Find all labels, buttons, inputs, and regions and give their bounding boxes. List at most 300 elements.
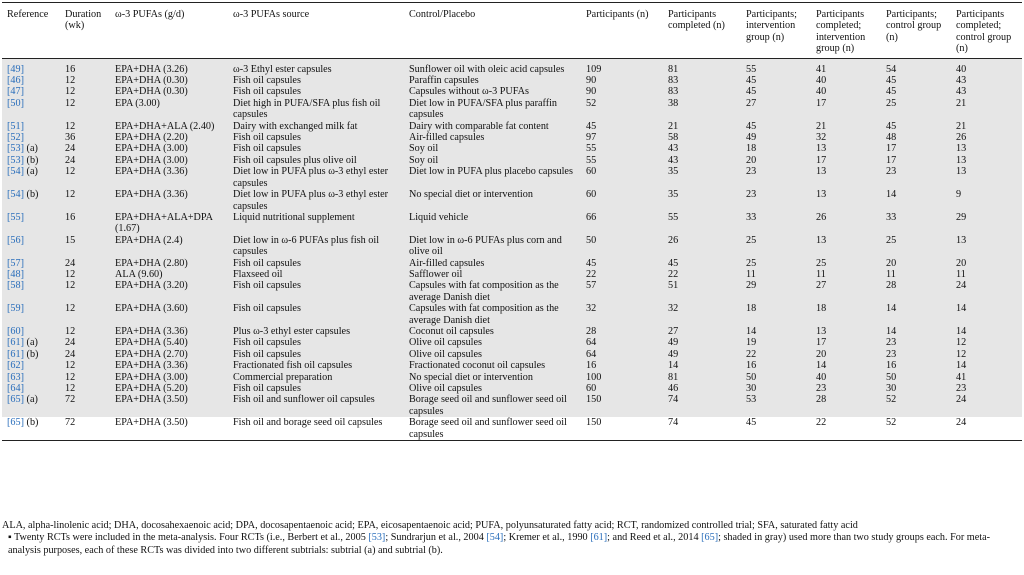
cell-control: Olive oil capsules [409,383,482,394]
cell-control: Safflower oil [409,268,463,280]
cell-duration: 12 [65,268,76,280]
cell-int-n: 23 [746,189,757,201]
reference-cell: [64] [7,383,24,394]
cell-completed: 35 [668,189,679,201]
cell-control: Liquid vehicle [409,211,469,223]
cell-ctl-n: 17 [886,143,897,155]
cell-duration: 24 [65,143,76,155]
table-row [2,212,1022,235]
cell-int-n: 23 [746,166,757,178]
cell-source: Commercial preparation [233,371,333,383]
reference-cell: [55] [7,211,24,223]
reference-link[interactable]: 46 [10,75,21,87]
note-bullet: ▪ [8,532,14,544]
cell-int-completed: 21 [816,120,827,132]
cell-source: Fish oil capsules [233,86,301,98]
reference-link[interactable]: 63 [10,371,21,383]
cell-n: 45 [586,120,597,132]
cell-int-completed: 17 [816,154,827,166]
cell-completed: 81 [668,371,679,383]
abbreviations-note: ALA, alpha-linolenic acid; DHA, docosahexaenoic acid; DPA, docosapentaenoic acid; EPA, eicosapentaenoic acid; PUFA, polyunsaturated fatty acid; RCT, randomized controlled trial; SFA, saturated fatty acid [2,520,858,531]
reference-cell: [61] (a) [7,337,38,349]
cell-int-completed: 17 [816,337,827,349]
cell-int-completed: 22 [816,417,827,429]
cell-duration: 24 [65,337,76,349]
column-header: Control/Placebo [409,9,476,20]
reference-cell: [56] [7,234,24,246]
cell-int-n: 19 [746,337,757,349]
cell-duration: 12 [65,120,76,132]
table-body [2,58,1022,440]
cell-int-completed: 13 [816,143,827,155]
cell-control: Soy oil [409,143,439,155]
reference-cell: [63] [7,371,24,383]
cell-ctl-n: 45 [886,120,897,132]
cell-n: 52 [586,97,597,109]
reference-cell: [51] [7,120,24,132]
cell-int-completed: 41 [816,63,827,75]
cell-pufa: EPA+DHA+ALA (2.40) [115,120,215,132]
cell-control: Diet low in ω-6 PUFAs plus corn and olive oil [409,234,562,258]
cell-source: Dairy with exchanged milk fat [233,120,358,132]
table-row [2,75,1022,86]
column-header: Participants completed (n) [668,9,725,32]
cell-pufa: EPA+DHA (0.30) [115,86,188,98]
cell-source: Flaxseed oil [233,268,283,280]
table-row [2,132,1022,143]
subtrial-label: (a) [26,143,38,155]
table-header [2,3,1022,59]
cell-control: Capsules with fat composition as the average Danish diet [409,303,559,326]
table-row [2,58,1022,75]
cell-completed: 21 [668,120,679,132]
cell-pufa: EPA+DHA (0.30) [115,75,188,87]
cell-int-completed: 13 [816,325,827,337]
cell-n: 60 [586,383,597,394]
cell-control: Borage seed oil and sunflower seed oil capsules [409,394,567,417]
reference-link[interactable]: 64 [10,383,21,394]
cell-ctl-n: 23 [886,166,897,178]
cell-completed: 43 [668,154,679,166]
cell-control: Paraffin capsules [409,75,479,87]
cell-int-n: 45 [746,120,757,132]
cell-ctl-n: 16 [886,360,897,372]
cell-n: 60 [586,166,597,178]
cell-completed: 49 [668,348,679,360]
cell-n: 45 [586,257,597,269]
cell-control: Diet low in PUFA/SFA plus paraffin capsules [409,97,558,121]
cell-int-completed: 40 [816,75,827,87]
cell-n: 90 [586,75,597,87]
cell-duration: 12 [65,325,76,337]
cell-int-n: 22 [746,348,757,360]
cell-ctl-completed: 24 [956,394,967,406]
cell-n: 150 [586,417,602,429]
cell-ctl-completed: 9 [956,189,962,201]
cell-completed: 74 [668,417,679,429]
cell-n: 60 [586,189,597,201]
cell-ctl-completed: 14 [956,360,967,372]
cell-duration: 36 [65,132,76,144]
cell-source: Diet high in PUFA/SFA plus fish oil capsules [233,97,381,121]
cell-completed: 74 [668,394,679,406]
cell-control: Olive oil capsules [409,348,482,360]
cell-source: Fish oil capsules [233,348,301,360]
cell-ctl-n: 28 [886,280,897,292]
cell-duration: 72 [65,394,76,406]
cell-ctl-completed: 20 [956,257,967,269]
cell-int-n: 33 [746,211,757,223]
cell-ctl-n: 30 [886,383,897,394]
reference-link[interactable]: 59 [10,303,21,315]
cell-n: 28 [586,325,597,337]
cell-int-n: 45 [746,417,757,429]
cell-control: Air-filled capsules [409,132,485,144]
reference-cell: [65] (a) [7,394,38,406]
cell-ctl-completed: 13 [956,154,967,166]
table-row [2,280,1022,303]
cell-int-n: 45 [746,75,757,87]
cell-control: No special diet or intervention [409,371,533,383]
cell-ctl-completed: 21 [956,97,967,109]
cell-completed: 49 [668,337,679,349]
cell-completed: 22 [668,268,679,280]
subtrial-label: (a) [26,394,38,406]
cell-duration: 12 [65,383,76,394]
cell-ctl-completed: 43 [956,86,967,98]
cell-duration: 12 [65,303,76,315]
cell-pufa: EPA+DHA (3.20) [115,280,188,292]
cell-int-n: 11 [746,268,756,280]
table-row [2,383,1022,394]
cell-control: Olive oil capsules [409,337,482,349]
cell-pufa: EPA+DHA (5.40) [115,337,188,349]
reference-cell: [65] (b) [7,417,39,429]
cell-ctl-completed: 29 [956,211,967,223]
cell-completed: 81 [668,63,679,75]
cell-ctl-completed: 12 [956,348,967,360]
cell-n: 55 [586,154,597,166]
cell-pufa: EPA+DHA (5.20) [115,383,188,394]
reference-link[interactable]: [61] [590,532,608,544]
reference-link[interactable]: 57 [10,257,21,269]
cell-ctl-completed: 13 [956,234,967,246]
cell-int-n: 18 [746,303,757,315]
cell-duration: 12 [65,86,76,98]
cell-int-completed: 18 [816,303,827,315]
cell-control: Soy oil [409,154,439,166]
cell-pufa: ALA (9.60) [115,268,163,280]
cell-ctl-n: 25 [886,97,897,109]
cell-completed: 32 [668,303,679,315]
cell-ctl-n: 17 [886,154,897,166]
cell-completed: 27 [668,325,679,337]
reference-link[interactable]: 60 [10,325,21,337]
cell-duration: 16 [65,63,76,75]
reference-link[interactable]: 65 [10,417,21,429]
cell-source: Diet low in ω-6 PUFAs plus fish oil capsules [233,234,380,258]
cell-int-n: 30 [746,383,757,394]
cell-source: Fish oil capsules [233,143,301,155]
cell-completed: 51 [668,280,679,292]
cell-ctl-completed: 23 [956,383,967,394]
cell-int-n: 25 [746,257,757,269]
table-row [2,235,1022,258]
column-header: ω-3 PUFAs source [233,9,310,20]
cell-duration: 12 [65,166,76,178]
reference-link[interactable]: 47 [10,86,21,98]
reference-cell: [53] (a) [7,143,38,155]
table-row [2,337,1022,348]
reference-link[interactable]: 56 [10,234,21,246]
table-row [2,189,1022,212]
cell-source: Fish oil capsules [233,383,301,394]
cell-int-n: 50 [746,371,757,383]
cell-ctl-n: 23 [886,348,897,360]
table-row [2,303,1022,326]
table-row [2,372,1022,383]
cell-source: Fish oil capsules plus olive oil [233,154,357,166]
cell-duration: 12 [65,97,76,109]
table-row [2,98,1022,121]
cell-int-completed: 27 [816,280,827,292]
cell-pufa: EPA+DHA (2.70) [115,348,188,360]
cell-source: Liquid nutritional supplement [233,211,355,223]
table-row [2,166,1022,189]
cell-duration: 24 [65,257,76,269]
cell-int-completed: 23 [816,383,827,394]
table-row [2,349,1022,360]
cell-source: Fish oil and borage seed oil capsules [233,417,383,429]
cell-n: 64 [586,337,597,349]
table-row [2,258,1022,269]
cell-source: ω-3 Ethyl ester capsules [233,63,332,75]
cell-ctl-n: 20 [886,257,897,269]
cell-int-n: 18 [746,143,757,155]
cell-ctl-n: 11 [886,268,896,280]
cell-pufa: EPA+DHA (3.36) [115,325,188,337]
reference-link[interactable]: 65 [10,394,21,406]
cell-ctl-completed: 14 [956,303,967,315]
cell-n: 100 [586,371,602,383]
cell-pufa: EPA+DHA (3.36) [115,166,188,178]
reference-link[interactable]: 49 [10,63,21,75]
cell-duration: 24 [65,348,76,360]
reference-link[interactable]: 55 [10,211,21,223]
cell-completed: 43 [668,143,679,155]
cell-n: 64 [586,348,597,360]
cell-source: Fish oil capsules [233,337,301,349]
cell-duration: 15 [65,234,76,246]
cell-ctl-completed: 24 [956,280,967,292]
cell-int-n: 16 [746,360,757,372]
cell-source: Fish oil and sunflower oil capsules [233,394,375,406]
cell-duration: 16 [65,211,76,223]
reference-link[interactable]: 62 [10,360,21,372]
cell-pufa: EPA+DHA (3.00) [115,154,188,166]
cell-ctl-n: 45 [886,86,897,98]
cell-ctl-n: 48 [886,132,897,144]
cell-n: 97 [586,132,597,144]
cell-control: Sunflower oil with oleic acid capsules [409,63,565,75]
cell-completed: 55 [668,211,679,223]
reference-cell: [54] (b) [7,189,39,201]
reference-link[interactable]: [54] [486,532,504,544]
cell-source: Fractionated fish oil capsules [233,360,353,372]
cell-control: Coconut oil capsules [409,325,494,337]
cell-ctl-n: 52 [886,417,897,429]
cell-n: 150 [586,394,602,406]
reference-link[interactable]: 54 [10,166,21,178]
reference-cell: [58] [7,280,24,292]
cell-int-completed: 13 [816,234,827,246]
cell-pufa: EPA+DHA+ALA+DPA (1.67) [115,211,213,235]
reference-link[interactable]: 54 [10,189,21,201]
cell-pufa: EPA+DHA (3.00) [115,143,188,155]
cell-source: Fish oil capsules [233,303,301,315]
cell-ctl-n: 23 [886,337,897,349]
reference-link[interactable]: 52 [10,132,21,144]
cell-int-n: 27 [746,97,757,109]
cell-int-completed: 17 [816,97,827,109]
cell-pufa: EPA+DHA (3.60) [115,303,188,315]
cell-pufa: EPA+DHA (3.36) [115,360,188,372]
reference-cell: [47] [7,86,24,98]
cell-int-completed: 11 [816,268,826,280]
cell-source: Fish oil capsules [233,132,301,144]
column-header: Duration (wk) [65,9,102,32]
table-row [2,143,1022,154]
cell-int-completed: 20 [816,348,827,360]
table-row [2,155,1022,166]
cell-n: 32 [586,303,597,315]
reference-cell: [57] [7,257,24,269]
reference-cell: [53] (b) [7,154,39,166]
cell-pufa: EPA+DHA (2.20) [115,132,188,144]
cell-n: 50 [586,234,597,246]
cell-n: 90 [586,86,597,98]
cell-ctl-completed: 12 [956,337,967,349]
reference-link[interactable]: 51 [10,120,21,132]
reference-link[interactable]: 53 [10,154,21,166]
cell-ctl-completed: 41 [956,371,967,383]
cell-ctl-n: 25 [886,234,897,246]
cell-duration: 12 [65,360,76,372]
cell-ctl-n: 52 [886,394,897,406]
column-header: Participants; control group (n) [886,9,942,43]
cell-completed: 45 [668,257,679,269]
cell-ctl-n: 14 [886,189,897,201]
cell-int-completed: 40 [816,86,827,98]
cell-control: Air-filled capsules [409,257,485,269]
reference-cell: [50] [7,97,24,109]
cell-duration: 12 [65,75,76,87]
reference-cell: [48] [7,268,24,280]
reference-link[interactable]: 50 [10,97,21,109]
table-footnotes [2,520,1022,557]
cell-ctl-completed: 14 [956,325,967,337]
cell-completed: 14 [668,360,679,372]
cell-ctl-completed: 43 [956,75,967,87]
reference-cell: [49] [7,63,24,75]
trials-table [2,2,1022,441]
cell-n: 109 [586,63,602,75]
cell-int-completed: 32 [816,132,827,144]
cell-source: Fish oil capsules [233,280,301,292]
cell-completed: 83 [668,75,679,87]
cell-completed: 58 [668,132,679,144]
column-header: Participants completed; control group (n) [956,9,1012,55]
cell-duration: 24 [65,154,76,166]
cell-int-completed: 13 [816,189,827,201]
cell-int-n: 53 [746,394,757,406]
reference-cell: [54] (a) [7,166,38,178]
reference-link[interactable]: 61 [10,348,21,360]
cell-pufa: EPA+DHA (2.80) [115,257,188,269]
header-row [2,3,1022,59]
cell-int-completed: 28 [816,394,827,406]
reference-link[interactable]: [53] [368,532,386,544]
subtrial-label: (b) [26,417,39,429]
cell-completed: 35 [668,166,679,178]
cell-completed: 83 [668,86,679,98]
cell-ctl-n: 14 [886,325,897,337]
cell-source: Diet low in PUFA plus ω-3 ethyl ester capsules [233,189,389,212]
subtrial-label: (a) [26,337,38,349]
cell-control: Diet low in PUFA plus placebo capsules [409,166,573,178]
cell-ctl-completed: 21 [956,120,967,132]
table-row [2,86,1022,97]
reference-link[interactable]: 48 [10,268,21,280]
cell-pufa: EPA (3.00) [115,97,160,109]
meta-analysis-note: ▪ Twenty RCTs were included in the meta-analysis. Four RCTs (i.e., Berbert et al., 2005 [53]; Sundrarjun et al., 2004 [54]; Kremer et al., 1990 [61]; and Reed et al., 2014 [65]; shaded in gray) used more than two study groups each. For meta-analysis purposes, each of these RCTs was divided into two different subtrials: subtrial (a) and subtrial (b). [8,532,990,556]
reference-link[interactable]: 61 [10,337,21,349]
column-header: Participants completed; intervention group (n) [816,9,866,55]
reference-link[interactable]: 53 [10,143,21,155]
reference-cell: [62] [7,360,24,372]
cell-completed: 26 [668,234,679,246]
column-header: Participants (n) [586,9,649,20]
cell-source: Plus ω-3 ethyl ester capsules [233,325,351,337]
table-row [2,360,1022,371]
cell-ctl-completed: 40 [956,63,967,75]
table-row [2,417,1022,440]
table-row [2,394,1022,417]
subtrial-label: (a) [26,166,38,178]
cell-n: 55 [586,143,597,155]
cell-int-n: 14 [746,325,757,337]
subtrial-label: (b) [26,189,39,201]
cell-ctl-n: 54 [886,63,897,75]
cell-int-completed: 13 [816,166,827,178]
cell-int-completed: 40 [816,371,827,383]
cell-control: Capsules with fat composition as the average Danish diet [409,280,559,303]
cell-duration: 12 [65,371,76,383]
column-header: ω-3 PUFAs (g/d) [115,9,185,20]
table-row [2,269,1022,280]
cell-pufa: EPA+DHA (3.36) [115,189,188,201]
cell-pufa: EPA+DHA (3.50) [115,417,188,429]
cell-ctl-n: 50 [886,371,897,383]
subtrial-label: (b) [26,154,39,166]
cell-ctl-n: 14 [886,303,897,315]
reference-link[interactable]: [65] [701,532,719,544]
cell-n: 16 [586,360,597,372]
cell-ctl-completed: 13 [956,143,967,155]
cell-ctl-completed: 11 [956,268,966,280]
reference-link[interactable]: 58 [10,280,21,292]
cell-int-completed: 26 [816,211,827,223]
